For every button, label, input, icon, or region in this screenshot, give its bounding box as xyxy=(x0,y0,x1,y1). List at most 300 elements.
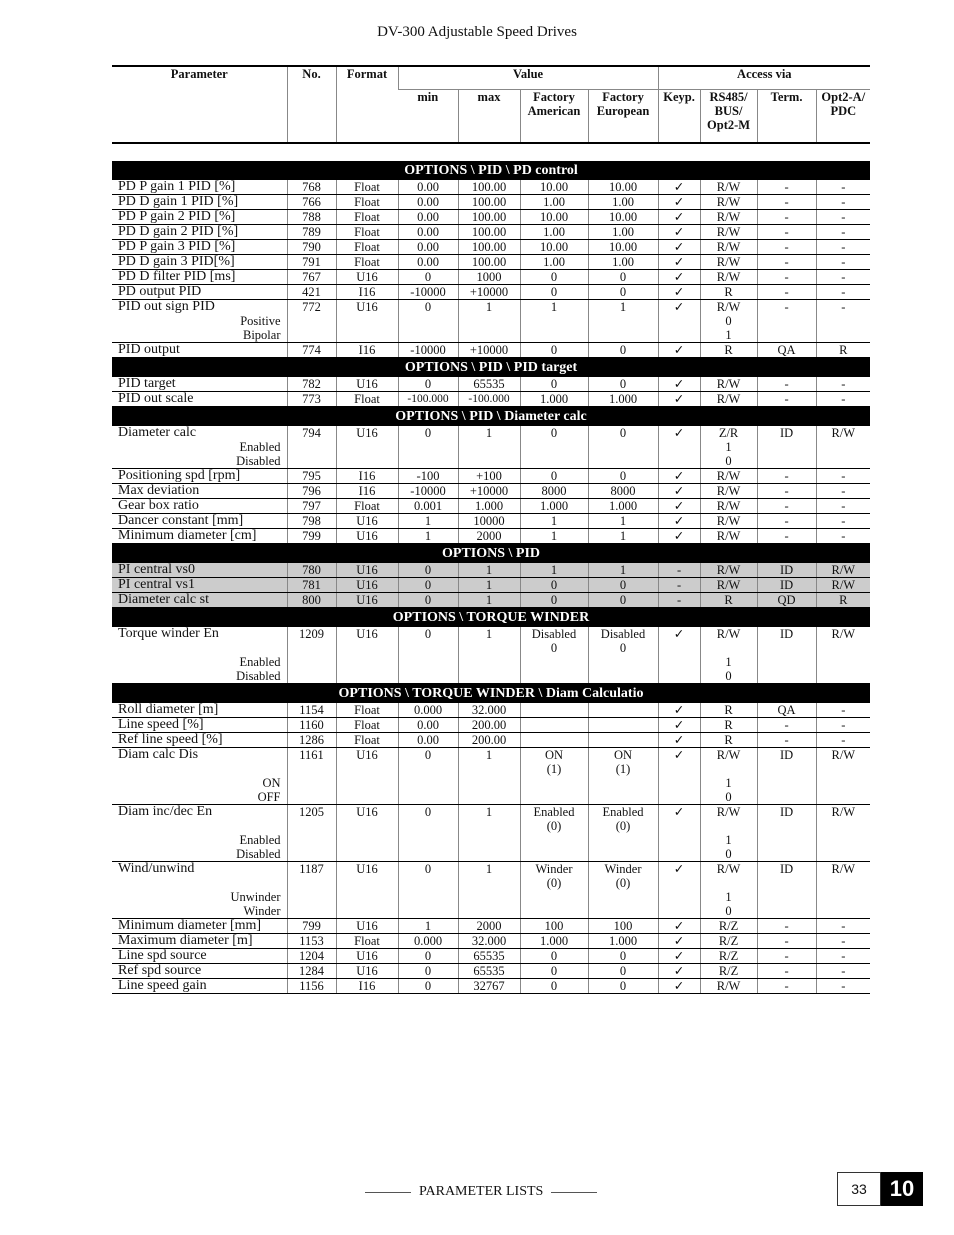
cell-no: 772 xyxy=(287,300,336,343)
factory-value: 1.000 xyxy=(608,392,638,406)
param-name: PD output PID xyxy=(118,284,202,299)
cell-opt2a: - xyxy=(816,733,870,748)
table-row xyxy=(112,593,870,608)
cell-min: 1 xyxy=(398,919,458,934)
param-name-cell xyxy=(112,934,287,949)
cell-factory-european xyxy=(588,426,658,469)
check-icon: ✓ xyxy=(658,529,700,544)
bus-value: 0 xyxy=(725,847,732,861)
cell-format: Float xyxy=(336,499,398,514)
cell-min: 0 xyxy=(398,627,458,684)
factory-value: 0 xyxy=(619,949,627,963)
check-icon: ✓ xyxy=(658,270,700,285)
param-name: PD D gain 3 PID[%] xyxy=(118,254,235,269)
cell-bus xyxy=(700,593,757,608)
cell-no: 790 xyxy=(287,240,336,255)
cell-keyp: - xyxy=(658,593,700,608)
cell-format: Float xyxy=(336,180,398,195)
cell-opt2a: R/W xyxy=(816,563,870,578)
check-icon: ✓ xyxy=(658,377,700,392)
cell-no: 788 xyxy=(287,210,336,225)
footer-label: PARAMETER LISTS xyxy=(419,1184,544,1199)
cell-max: 1 xyxy=(458,862,520,919)
bus-access: R/W xyxy=(716,484,741,498)
cell-bus xyxy=(700,514,757,529)
factory-value: 0 xyxy=(619,593,627,607)
cell-bus xyxy=(700,964,757,979)
cell-bus xyxy=(700,949,757,964)
param-name: PID out sign PID xyxy=(118,299,215,314)
cell-term: - xyxy=(757,529,816,544)
cell-bus xyxy=(700,195,757,210)
header-max: max xyxy=(458,90,520,144)
param-name: PD D filter PID [ms] xyxy=(118,269,236,284)
bus-value: 1 xyxy=(725,655,732,669)
cell-term: QD xyxy=(757,593,816,608)
bus-value: 0 xyxy=(725,904,732,918)
table-row xyxy=(112,578,870,593)
cell-no: 791 xyxy=(287,255,336,270)
cell-factory-european xyxy=(588,499,658,514)
bus-access: R xyxy=(724,703,733,717)
cell-factory-european xyxy=(588,964,658,979)
factory-value: 1 xyxy=(550,514,558,528)
cell-format: I16 xyxy=(336,343,398,358)
cell-opt2a: - xyxy=(816,180,870,195)
cell-term: - xyxy=(757,377,816,392)
cell-no: 782 xyxy=(287,377,336,392)
cell-no: 798 xyxy=(287,514,336,529)
cell-max: 1.000 xyxy=(458,499,520,514)
cell-format: U16 xyxy=(336,593,398,608)
param-option: Disabled xyxy=(236,454,281,468)
table-row xyxy=(112,748,870,805)
check-icon: ✓ xyxy=(658,703,700,718)
cell-bus xyxy=(700,578,757,593)
cell-no: 1286 xyxy=(287,733,336,748)
section-header-row xyxy=(112,608,870,628)
cell-bus xyxy=(700,343,757,358)
cell-format: Float xyxy=(336,255,398,270)
table-row xyxy=(112,919,870,934)
cell-no: 800 xyxy=(287,593,336,608)
cell-max: 200.00 xyxy=(458,733,520,748)
document-title: DV-300 Adjustable Speed Drives xyxy=(377,24,577,40)
header-keyp: Keyp. xyxy=(658,90,700,144)
param-name: Torque winder En xyxy=(118,626,219,641)
cell-factory-american xyxy=(520,949,588,964)
check-icon: ✓ xyxy=(658,934,700,949)
cell-bus xyxy=(700,426,757,469)
table-row xyxy=(112,426,870,469)
param-name: Gear box ratio xyxy=(118,498,199,513)
param-name-cell xyxy=(112,514,287,529)
cell-max: 32.000 xyxy=(458,703,520,718)
cell-opt2a: R xyxy=(816,343,870,358)
param-name-cell xyxy=(112,225,287,240)
cell-min: 0.001 xyxy=(398,499,458,514)
cell-opt2a: - xyxy=(816,718,870,733)
factory-value: 0 xyxy=(619,426,627,440)
page-number: 33 xyxy=(837,1172,881,1206)
section-header-row xyxy=(112,684,870,704)
cell-opt2a: - xyxy=(816,949,870,964)
cell-factory-american xyxy=(520,195,588,210)
cell-factory-american xyxy=(520,919,588,934)
factory-value: ON xyxy=(544,748,564,762)
factory-value: 1 xyxy=(619,514,627,528)
cell-no: 1205 xyxy=(287,805,336,862)
cell-opt2a: - xyxy=(816,964,870,979)
cell-min: 0 xyxy=(398,563,458,578)
cell-format: Float xyxy=(336,934,398,949)
table-row xyxy=(112,805,870,862)
factory-value: 1 xyxy=(619,563,627,577)
cell-no: 1187 xyxy=(287,862,336,919)
param-name-cell xyxy=(112,703,287,718)
section-title: OPTIONS \ TORQUE WINDER xyxy=(112,608,870,628)
cell-min: 0.00 xyxy=(398,733,458,748)
cell-factory-american xyxy=(520,210,588,225)
cell-opt2a: - xyxy=(816,377,870,392)
section-header-row xyxy=(112,544,870,564)
table-row xyxy=(112,285,870,300)
cell-max: +10000 xyxy=(458,343,520,358)
check-icon: ✓ xyxy=(658,748,700,805)
cell-max: 100.00 xyxy=(458,240,520,255)
bus-access: R/W xyxy=(716,210,741,224)
cell-no: 795 xyxy=(287,469,336,484)
param-name: Maximum diameter [m] xyxy=(118,933,253,948)
check-icon: ✓ xyxy=(658,627,700,684)
cell-term: ID xyxy=(757,748,816,805)
cell-bus xyxy=(700,703,757,718)
cell-min: 0 xyxy=(398,964,458,979)
bus-access: R/W xyxy=(716,225,741,239)
section-title: OPTIONS \ PID xyxy=(112,544,870,564)
table-row xyxy=(112,733,870,748)
cell-max: +100 xyxy=(458,469,520,484)
cell-term: - xyxy=(757,979,816,994)
factory-value: Enabled xyxy=(602,805,644,819)
spacer-line xyxy=(703,762,755,776)
cell-bus xyxy=(700,862,757,919)
cell-bus xyxy=(700,718,757,733)
check-icon: ✓ xyxy=(658,949,700,964)
cell-no: 781 xyxy=(287,578,336,593)
table-row xyxy=(112,514,870,529)
param-name: Minimum diameter [mm] xyxy=(118,918,262,933)
cell-opt2a: - xyxy=(816,300,870,343)
bus-access: R/W xyxy=(716,499,741,513)
param-name-cell xyxy=(112,718,287,733)
cell-no: 789 xyxy=(287,225,336,240)
cell-max: 65535 xyxy=(458,949,520,964)
cell-format: U16 xyxy=(336,377,398,392)
section-header-row xyxy=(112,407,870,427)
cell-factory-american xyxy=(520,240,588,255)
cell-min: 0 xyxy=(398,578,458,593)
check-icon: ✓ xyxy=(658,469,700,484)
cell-min: 0 xyxy=(398,426,458,469)
factory-value: 0 xyxy=(619,343,627,357)
cell-factory-american xyxy=(520,484,588,499)
cell-format: U16 xyxy=(336,964,398,979)
cell-bus xyxy=(700,270,757,285)
param-name-cell xyxy=(112,210,287,225)
header-factory-american: Factory American xyxy=(520,90,588,144)
param-name-cell xyxy=(112,979,287,994)
param-name: Positioning spd [rpm] xyxy=(118,468,241,483)
cell-format: Float xyxy=(336,703,398,718)
cell-factory-european xyxy=(588,210,658,225)
cell-bus xyxy=(700,210,757,225)
cell-max: 1 xyxy=(458,748,520,805)
param-option: OFF xyxy=(257,790,281,804)
factory-value: 0 xyxy=(550,285,558,299)
cell-factory-european xyxy=(588,377,658,392)
cell-factory-european xyxy=(588,949,658,964)
cell-factory-american xyxy=(520,964,588,979)
cell-format: U16 xyxy=(336,563,398,578)
cell-term: ID xyxy=(757,563,816,578)
bus-access: R/W xyxy=(716,195,741,209)
bus-access: R/W xyxy=(716,240,741,254)
cell-factory-american xyxy=(520,733,588,748)
cell-factory-european xyxy=(588,255,658,270)
factory-value: 0 xyxy=(619,270,627,284)
param-name: Diam inc/dec En xyxy=(118,804,213,819)
param-option: Enabled xyxy=(239,440,281,454)
cell-max: 1000 xyxy=(458,270,520,285)
param-name-cell xyxy=(112,964,287,979)
param-name: PID output xyxy=(118,342,180,357)
param-name-cell xyxy=(112,919,287,934)
param-name-cell xyxy=(112,285,287,300)
bus-access: R xyxy=(724,285,733,299)
cell-min: 0 xyxy=(398,377,458,392)
cell-bus xyxy=(700,300,757,343)
factory-value: 1 xyxy=(550,300,558,314)
cell-format: Float xyxy=(336,210,398,225)
factory-value: 1.000 xyxy=(608,499,638,513)
cell-max: 10000 xyxy=(458,514,520,529)
param-name-cell xyxy=(112,563,287,578)
cell-max: 65535 xyxy=(458,377,520,392)
cell-format: Float xyxy=(336,718,398,733)
cell-term: ID xyxy=(757,627,816,684)
cell-factory-american xyxy=(520,300,588,343)
cell-factory-american xyxy=(520,392,588,407)
cell-min: -10000 xyxy=(398,484,458,499)
param-name-cell xyxy=(112,392,287,407)
table-row xyxy=(112,718,870,733)
cell-factory-european xyxy=(588,469,658,484)
bus-access: R/Z xyxy=(718,964,739,978)
bus-value: 1 xyxy=(725,776,732,790)
cell-factory-european xyxy=(588,733,658,748)
bus-access: R/W xyxy=(716,979,741,993)
param-name: PD D gain 1 PID [%] xyxy=(118,194,239,209)
cell-opt2a: - xyxy=(816,484,870,499)
table-row xyxy=(112,862,870,919)
factory-value: Disabled xyxy=(600,627,646,641)
cell-max: -100.000 xyxy=(458,392,520,407)
factory-code: (0) xyxy=(546,876,562,890)
param-name: Line speed gain xyxy=(118,978,207,993)
cell-min: 0.00 xyxy=(398,195,458,210)
cell-term: - xyxy=(757,733,816,748)
param-name-cell xyxy=(112,593,287,608)
bus-access: R/W xyxy=(716,748,741,762)
bus-access: R/W xyxy=(716,180,741,194)
header-format: Format xyxy=(336,66,398,143)
bus-access: R/W xyxy=(716,862,741,876)
cell-bus xyxy=(700,979,757,994)
cell-term: - xyxy=(757,210,816,225)
factory-value: 1.000 xyxy=(539,499,569,513)
param-name: Wind/unwind xyxy=(118,861,195,876)
factory-value: 1.000 xyxy=(539,392,569,406)
cell-no: 421 xyxy=(287,285,336,300)
factory-value: 1 xyxy=(550,563,558,577)
cell-opt2a: R/W xyxy=(816,805,870,862)
cell-min: 0.000 xyxy=(398,703,458,718)
cell-factory-european xyxy=(588,529,658,544)
cell-term: - xyxy=(757,469,816,484)
cell-opt2a: - xyxy=(816,469,870,484)
factory-value: 0 xyxy=(550,979,558,993)
cell-term: - xyxy=(757,270,816,285)
param-name: Ref spd source xyxy=(118,963,202,978)
param-name-cell xyxy=(112,255,287,270)
factory-value: 0 xyxy=(619,469,627,483)
parameter-table xyxy=(112,65,870,994)
section-header-row xyxy=(112,358,870,378)
cell-format: U16 xyxy=(336,949,398,964)
factory-code: 0 xyxy=(550,641,558,655)
cell-min: 0 xyxy=(398,593,458,608)
param-name: PD P gain 3 PID [%] xyxy=(118,239,236,254)
param-name-cell xyxy=(112,426,287,469)
cell-factory-european xyxy=(588,805,658,862)
cell-min: 0 xyxy=(398,949,458,964)
cell-factory-american xyxy=(520,426,588,469)
cell-min: 0.000 xyxy=(398,934,458,949)
table-row xyxy=(112,255,870,270)
header-rs485: RS485/ BUS/ Opt2-M xyxy=(700,90,757,144)
factory-value: Disabled xyxy=(531,627,577,641)
check-icon: ✓ xyxy=(658,862,700,919)
param-name-cell xyxy=(112,469,287,484)
cell-factory-american xyxy=(520,499,588,514)
table-row xyxy=(112,180,870,195)
cell-no: 1161 xyxy=(287,748,336,805)
spacer-line xyxy=(703,819,755,833)
cell-max: 1 xyxy=(458,426,520,469)
cell-bus xyxy=(700,499,757,514)
cell-format: Float xyxy=(336,733,398,748)
factory-value: 8000 xyxy=(541,484,567,498)
cell-min: -100.000 xyxy=(398,392,458,407)
cell-term: QA xyxy=(757,703,816,718)
cell-no: 780 xyxy=(287,563,336,578)
cell-factory-european xyxy=(588,180,658,195)
check-icon: ✓ xyxy=(658,255,700,270)
cell-opt2a: R/W xyxy=(816,748,870,805)
factory-value: 0 xyxy=(550,270,558,284)
cell-factory-european xyxy=(588,578,658,593)
cell-no: 799 xyxy=(287,529,336,544)
param-name: PI central vs1 xyxy=(118,577,195,592)
table-row xyxy=(112,469,870,484)
check-icon: ✓ xyxy=(658,805,700,862)
bus-access: R/W xyxy=(716,255,741,269)
param-name-cell xyxy=(112,195,287,210)
param-name-cell xyxy=(112,343,287,358)
cell-term: QA xyxy=(757,343,816,358)
cell-bus xyxy=(700,225,757,240)
cell-keyp: - xyxy=(658,563,700,578)
spacer-line xyxy=(118,641,285,655)
param-option: Disabled xyxy=(236,669,281,683)
param-name-cell xyxy=(112,377,287,392)
bus-access: R xyxy=(724,718,733,732)
check-icon: ✓ xyxy=(658,343,700,358)
factory-value: 0 xyxy=(619,285,627,299)
cell-factory-american xyxy=(520,285,588,300)
cell-format: U16 xyxy=(336,805,398,862)
cell-max: +10000 xyxy=(458,484,520,499)
cell-factory-american xyxy=(520,469,588,484)
cell-factory-american xyxy=(520,514,588,529)
cell-term: - xyxy=(757,718,816,733)
param-name-cell xyxy=(112,748,287,805)
cell-no: 774 xyxy=(287,343,336,358)
factory-value: Winder xyxy=(604,862,642,876)
cell-max: 2000 xyxy=(458,919,520,934)
param-name-cell xyxy=(112,240,287,255)
cell-term: - xyxy=(757,514,816,529)
cell-opt2a: R/W xyxy=(816,627,870,684)
param-option: Bipolar xyxy=(243,328,281,342)
cell-term: - xyxy=(757,484,816,499)
chapter-number: 10 xyxy=(881,1172,923,1206)
param-name: Diameter calc st xyxy=(118,592,209,607)
factory-value: 1.00 xyxy=(612,255,634,269)
cell-factory-european xyxy=(588,718,658,733)
factory-value: 0 xyxy=(619,964,627,978)
bus-access: R/W xyxy=(716,578,741,592)
header-opt2a: Opt2-A/ PDC xyxy=(816,90,870,144)
param-option: Unwinder xyxy=(230,890,281,904)
cell-format: I16 xyxy=(336,979,398,994)
param-name: PD D gain 2 PID [%] xyxy=(118,224,239,239)
factory-value: 0 xyxy=(619,578,627,592)
cell-no: 1204 xyxy=(287,949,336,964)
check-icon: ✓ xyxy=(658,225,700,240)
cell-factory-american xyxy=(520,563,588,578)
table-row xyxy=(112,979,870,994)
bus-access: R/W xyxy=(716,270,741,284)
bus-value: 0 xyxy=(725,790,732,804)
cell-factory-american xyxy=(520,593,588,608)
cell-opt2a: - xyxy=(816,285,870,300)
factory-value: 0 xyxy=(619,979,627,993)
cell-bus xyxy=(700,627,757,684)
bus-access: R/W xyxy=(716,529,741,543)
factory-code: (0) xyxy=(615,876,631,890)
